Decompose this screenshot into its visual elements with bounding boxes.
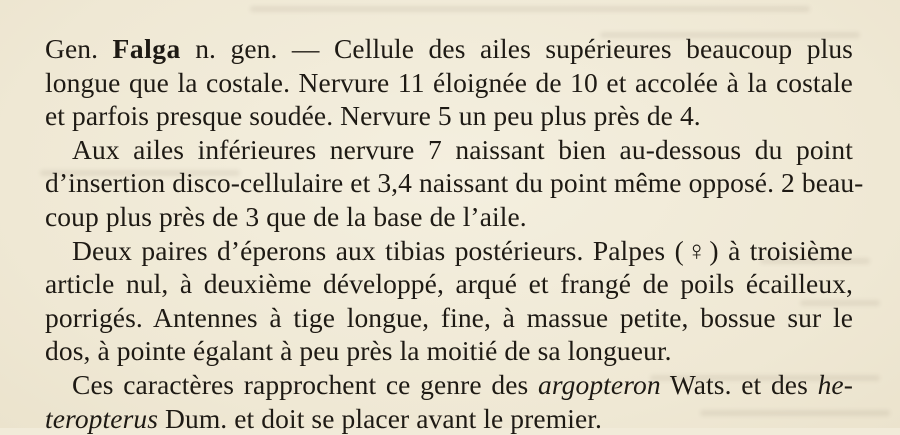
paragraph-palps-antennae — [45, 234, 853, 368]
genus-name: Falga — [112, 33, 181, 64]
italic-genus-name: he- — [817, 368, 853, 400]
paragraph-genus-definition — [45, 32, 853, 133]
text-line: porrigés. Antennes à tige longue, fine, à massue petite, bossue sur le — [45, 301, 853, 333]
text-run: Ces caractères rapprochent ce genre des — [72, 368, 538, 400]
text-run: n. gen. — Cellule des ailes supérieures beaucoup plus — [180, 33, 853, 64]
text-line: dos, à pointe égalant à peu près la moitié de sa longueur. — [45, 335, 672, 367]
text-run: Wats. et des — [660, 368, 818, 400]
text-line — [45, 368, 853, 402]
text-line: longue que la costale. Nervure 11 éloignée de 10 et accolée à la costale — [45, 66, 853, 98]
text-run: Gen. — [45, 33, 113, 64]
text-line: Deux paires d’éperons aux tibias postérieurs. Palpes (♀) à troisième — [72, 234, 853, 266]
text-line: et parfois presque soudée. Nervure 5 un peu plus près de 4. — [45, 100, 701, 132]
italic-genus-name: argopteron — [538, 368, 661, 400]
text-line: d’insertion disco-cellulaire et 3,4 naissant du point même opposé. 2 beau- — [45, 167, 864, 199]
text-line — [45, 402, 853, 435]
text-line — [45, 32, 853, 66]
italic-genus-name: teropterus — [45, 402, 159, 434]
body-text — [45, 32, 864, 435]
paragraph-hindwings — [45, 133, 864, 234]
text-line: Aux ailes inférieures nervure 7 naissant bien au-dessous du point — [72, 133, 853, 165]
text-line: article nul, à deuxième développé, arqué et frangé de poils écailleux, — [45, 268, 853, 300]
text-run: Dum. et doit se placer avant le premier. — [158, 402, 602, 434]
paragraph-placement — [45, 368, 853, 435]
text-line: coup plus près de 3 que de la base de l’aile. — [45, 200, 527, 232]
